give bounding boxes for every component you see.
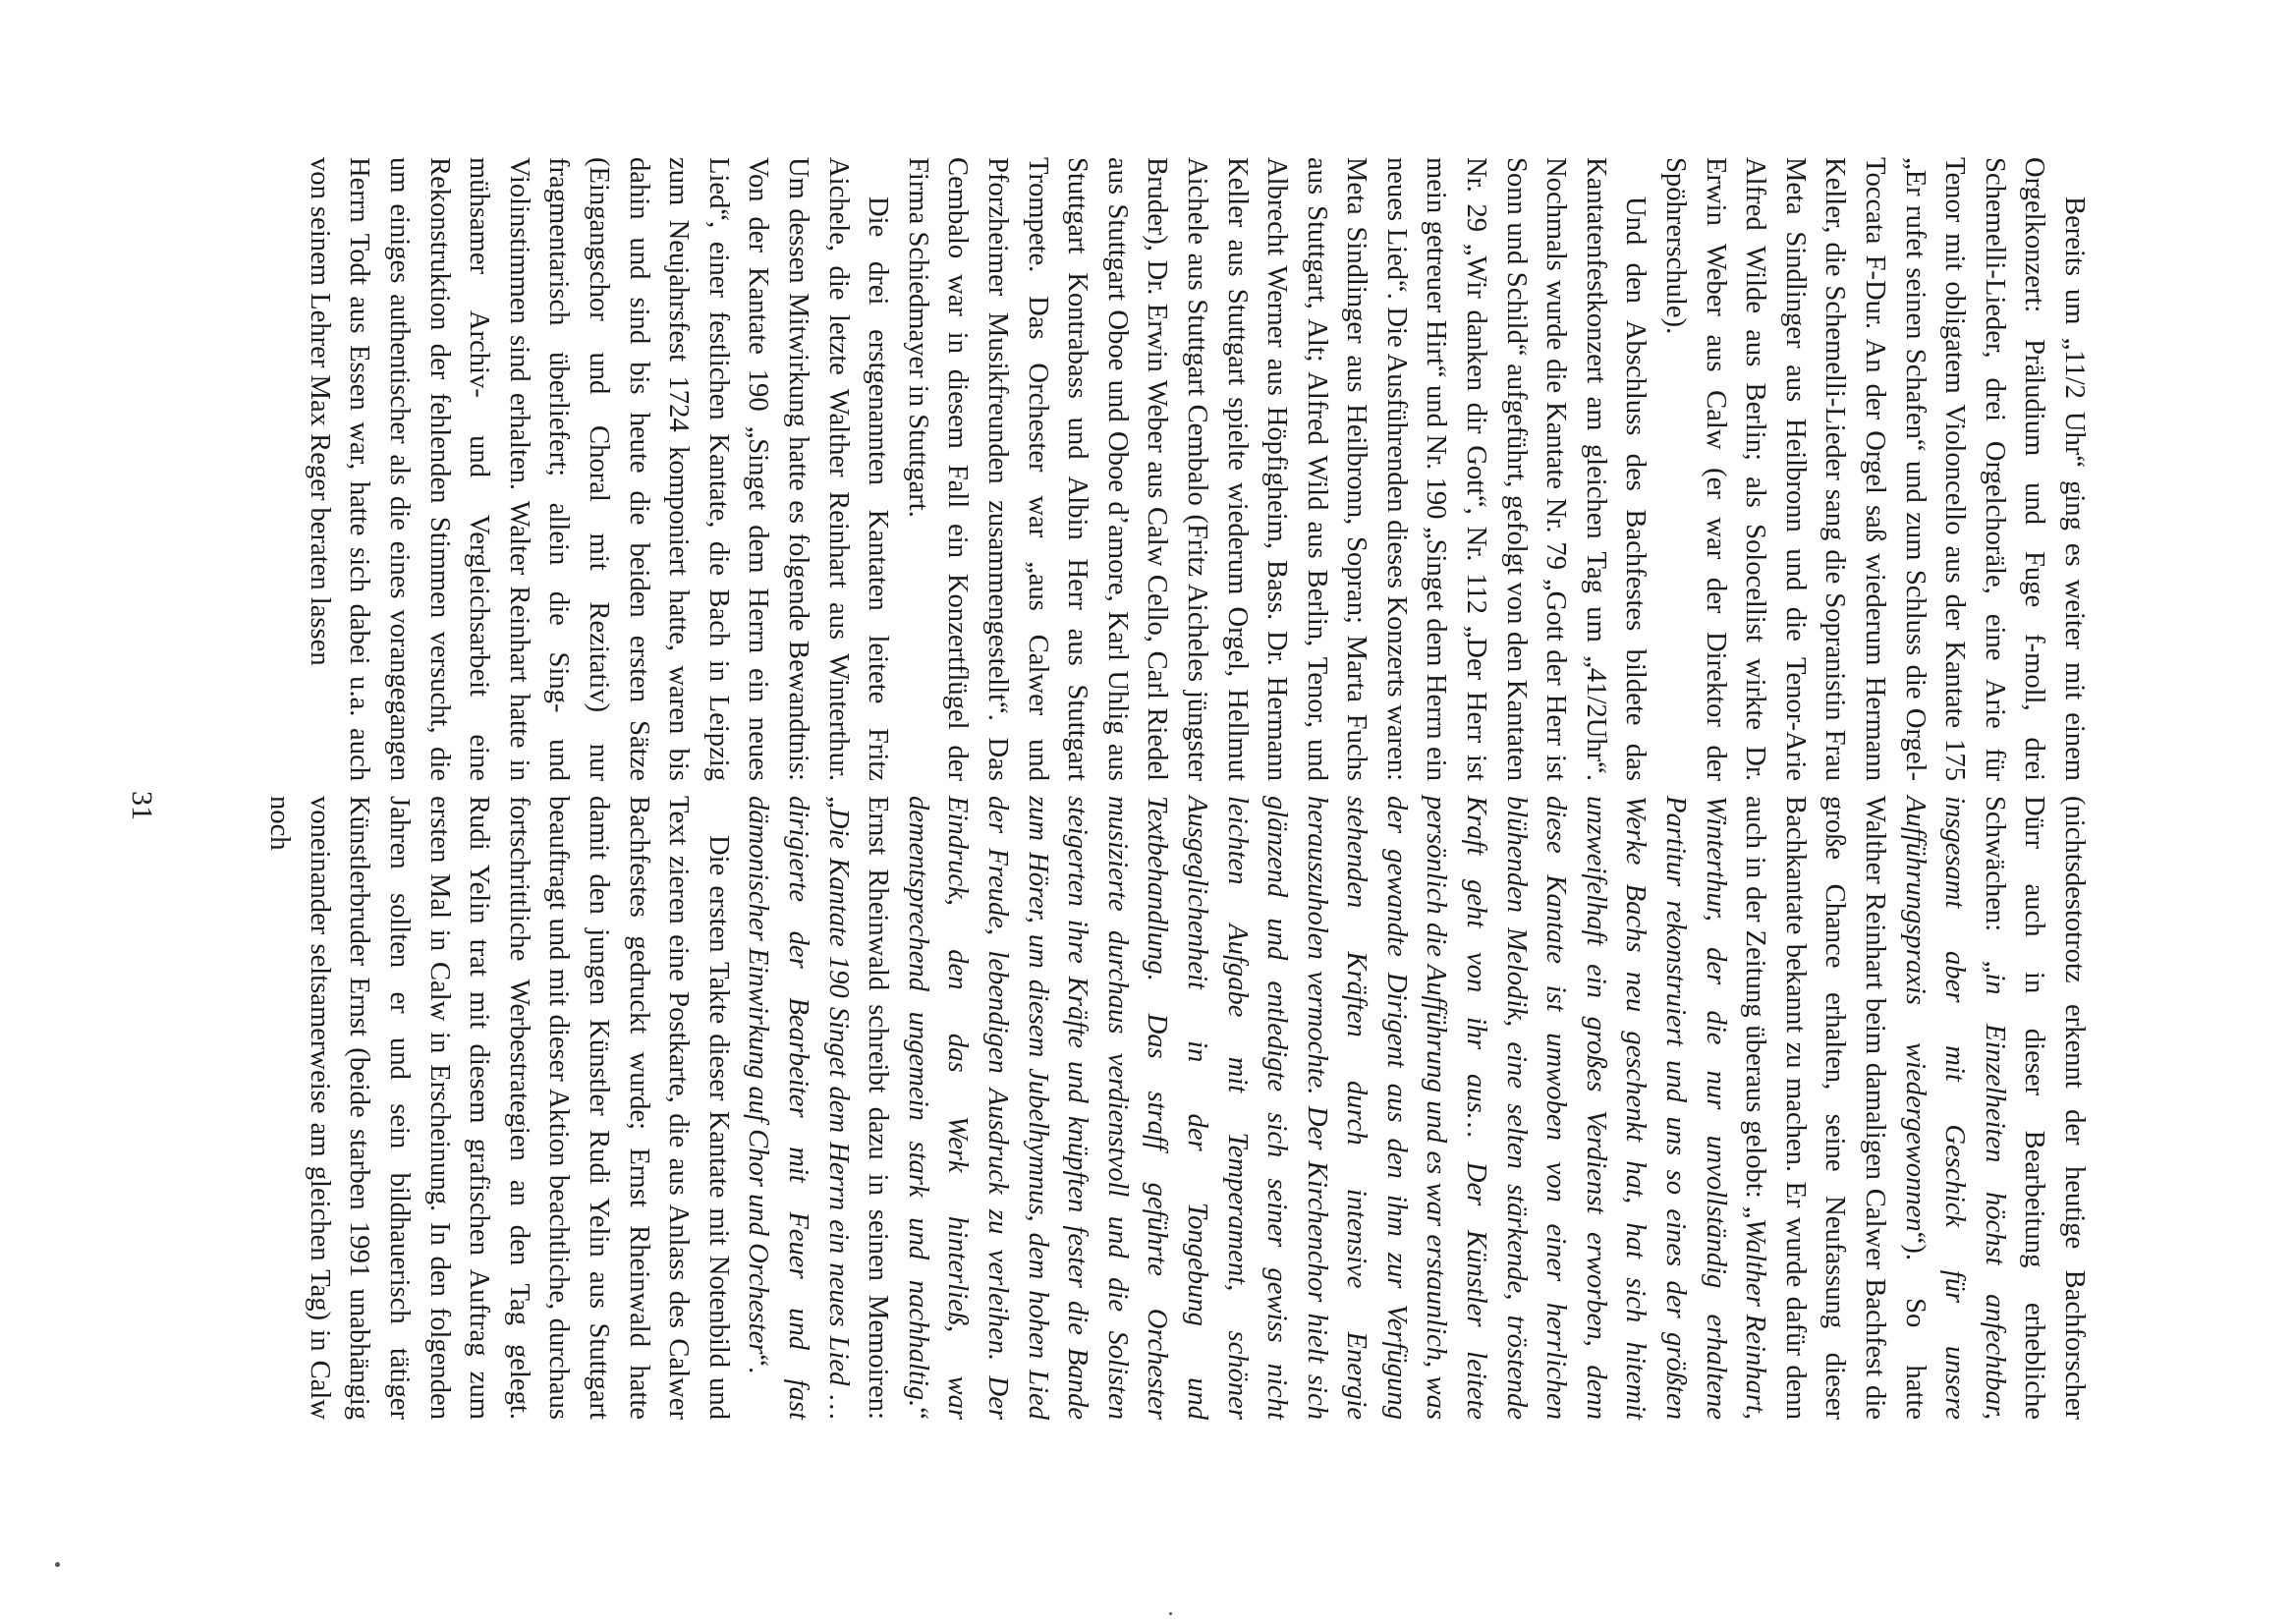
italic-quote: Walther Reinhart, Winterthur, der die nur unvollständig erhaltene Partitur rekonstruiert und uns so eines der größten Werke Bachs neu geschenkt hat, hat sich hitemit unzweifelhaft ein großes Verdienst erworben, denn diese Kantate ist umwoben von einer herrlichen blühenden Melodik, eine selten stärkende, tröstende Kraft geht von ihr aus… Der Künstler leitete persönlich die Aufführung und es war erstaunlich, was der gewandte Dirigent aus den ihm zur Verfügung stehenden Kräften durch intensive Energie herauszuholen vermochte. Der Kirchenchor hielt sich glänzend und entledigte sich seiner gewiss nicht leichten Aufgabe mit Temperament, schöner Ausgeglichenheit in der Tongebung und Textbehandlung. Das straff geführte Orchester musizierte durchaus verdienstvoll und die Solisten steigerten ihre Kräfte und knüpften fester die Bande zum Hörer, um diesem Jubelhymnus, dem hohen Lied der Freude, lebendigen Ausdruck zu verleihen. Der Eindruck, den das Werk hinterließ, war dementsprechend ungemein stark und nachhaltig. bbox=[902, 796, 1771, 1420]
text-run: “). So hatte Walther Reinhart beim damaligen Calwer Bachfest die große Chance erhalten, seine Neufassung dieser Bachkantate bekannt zu machen. Er wurde dafür denn auch in der Zeitung überaus gelobt: „ bbox=[1740, 796, 1931, 1420]
text-run: “. bbox=[743, 1354, 774, 1374]
paragraph: Bereits um „11/2 Uhr“ ging es weiter mit einem Orgelkonzert: Präludium und Fuge f-moll, drei Schemelli-Lieder, drei Orgelchoräle, eine Arie für Tenor mit obligatem Violoncello aus der Kantate 175 „Er rufet seinen Schafen“ und zum Schluss die Orgel-Toccata F-Dur. An der Orgel saß wiederum Hermann Keller, die Schemelli-Lieder sang die Sopranistin Frau Meta Sindlinger aus Heilbronn und die Tenor-Arie Alfred Wilde aus Berlin; als Solocellist wirkte Dr. Erwin Weber aus Calw (er war der Direktor der Spöhrerschule). bbox=[1660, 157, 2090, 781]
scan-speck bbox=[55, 1562, 60, 1567]
paragraph: Die drei erstgenannten Kantaten leitete Fritz Aichele, die letzte Walther Reinhart aus Winterthur. Um dessen Mitwirkung hatte es folgende Bewandtnis: Von der Kantate 190 „Singet dem Herrn ein neues Lied“, einer festlichen Kantate, die Bach in Leipzig zum Neujahrsfest 1724 komponiert hatte, waren bis dahin und sind bis heute die beiden ersten Sätze (Eingangschor und Choral mit Rezitativ) nur fragmentarisch überliefert; allein die Sing- und Violinstimmen sind erhalten. Walter Reinhart hatte in mühsamer Archiv- und Vergleichsarbeit eine Rekonstruktion der fehlenden Stimmen versucht, die um einiges authentischer als die eines vorangegangen Herrn Todt aus Essen war, hatte sich dabei u.a. auch von seinem Lehrer Max Reger beraten lassen bbox=[304, 157, 894, 781]
paragraph bbox=[738, 796, 2094, 1420]
scan-speck bbox=[1169, 1612, 1172, 1615]
text-run: (nichtsdestotrotz erkennt der heutige Bachforscher Dürr auch in dieser Bearbeitung erhebliche Schwächen: „ bbox=[1979, 796, 2090, 1420]
text-run: “ Ernst Rheinwald schreibt dazu in seinen Memoiren: „ bbox=[822, 796, 933, 1420]
italic-quote: Die Kantate 190 Singet dem Herrn ein neues Lied … dirigierte der Bearbeiter mit Feuer und fast dämonischer Einwirkung auf Chor und Orchester bbox=[743, 796, 854, 1420]
right-text-column bbox=[259, 796, 2094, 1420]
page-number: 31 bbox=[126, 791, 158, 820]
paragraph: Die ersten Takte dieser Kantate mit Notenbild und Text zieren eine Postkarte, die aus Anlass des Calwer Bachfestes gedruckt wurde; Ernst Rheinwald hatte damit den jungen Künstler Rudi Yelin aus Stuttgart beauftragt und mit dieser Aktion beachtliche, durchaus fortschrittliche Werbestrategien an den Tag gelegt. Rudi Yelin trat mit diesem grafischen Auftrag zum ersten Mal in Calw in Erscheinung. In den folgenden Jahren sollten er und sein bildhauerisch tätiger Künstlerbruder Ernst (beide starben 1991 unabhängig voneinander seltsamerweise am gleichen Tag) in Calw noch bbox=[264, 796, 734, 1420]
italic-quote: in Einzelheiten höchst anfechtbar, insgesamt aber mit Geschick für unsere Aufführungspraxis wiedergewonnen bbox=[1899, 796, 2010, 1420]
left-text-column bbox=[299, 157, 2094, 781]
paragraph: Und den Abschluss des Bachfestes bildete das Kantatenfestkonzert am gleichen Tag um „41/2Uhr“. Nochmals wurde die Kantate Nr. 79 „Gott der Herr ist Sonn und Schild“ aufgeführt, gefolgt von den Kantaten Nr. 29 „Wir danken dir Gott“, Nr. 112 „Der Herr ist mein getreuer Hirt“ und Nr. 190 „Singet dem Herrn ein neues Lied“. Die Ausführenden dieses Konzerts waren: Meta Sindlinger aus Heilbronn, Sopran; Marta Fuchs aus Stuttgart, Alt; Alfred Wild aus Berlin, Tenor, und Albrecht Werner aus Höpfigheim, Bass. Dr. Hermann Keller aus Stuttgart spielte wiederum Orgel, Hellmut Aichele aus Stuttgart Cembalo (Fritz Aicheles jüngster Bruder), Dr. Erwin Weber aus Calw Cello, Carl Riedel aus Stuttgart Oboe und Oboe d’amore, Karl Uhlig aus Stuttgart Kontrabass und Albin Herr aus Stuttgart Trompete. Das Orchester war „aus Calwer und Pforzheimer Musikfreunden zusammengestellt“. Das Cembalo war in diesem Fall ein Konzertflügel der Firma Schiedmayer in Stuttgart. bbox=[902, 157, 1651, 781]
